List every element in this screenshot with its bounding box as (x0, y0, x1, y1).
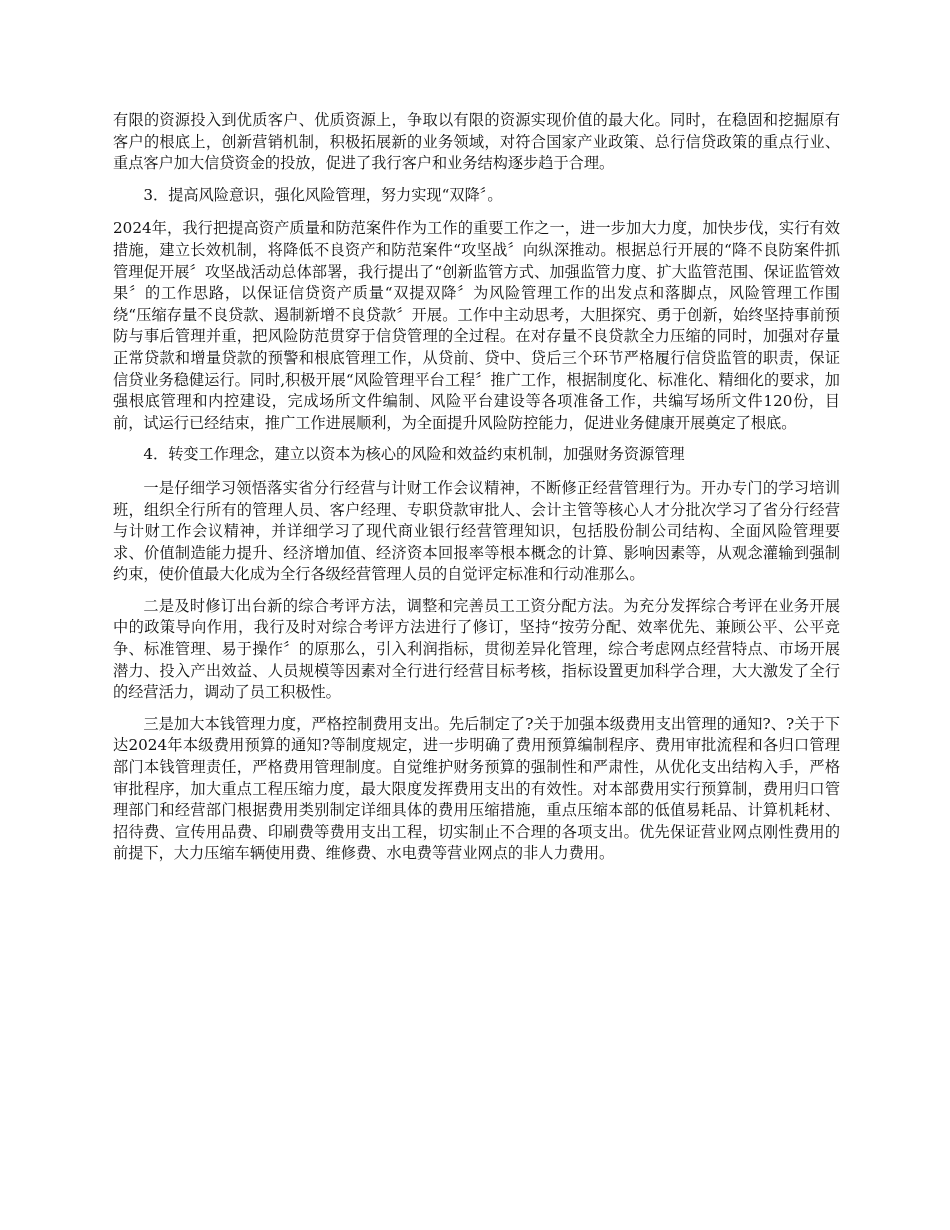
section-heading-risk-awareness: 3．提高风险意识，强化风险管理，努力实现“双降〞。 (143, 185, 503, 204)
paragraph-customer-structure: 有限的资源投入到优质客户、优质资源上，争取以有限的资源实现价值的最大化。同时，在稳固和挖掘原有客户的根底上，创新营销机制，积极拓展新的业务领域，对符合国家产业政策、总行信贷政策的重点行业、重点客户加大信贷资金的投放，促进了我行客户和业务结构逐步趋于合理。 (113, 111, 840, 173)
paragraph-assessment-method: 二是及时修订出台新的综合考评方法，调整和完善员工工资分配方法。为充分发挥综合考评在业务开展中的政策导向作用，我行及时对综合考评方法进行了修订，坚持“按劳分配、效率优先、兼顾公平、公平竞争、标准管理、易于操作〞的原那么，引入利润指标，贯彻差异化管理，综合考虑网点经营特点、市场开展潜力、投入产出效益、人员规模等因素对全行进行经营目标考核，指标设置更加科学合理，大大激发了全行的经营活力，调动了员工积极性。 (113, 596, 840, 702)
document-page (113, 110, 840, 875)
paragraph-risk-management: 2024年，我行把提高资产质量和防范案件作为工作的重要工作之一，进一步加大力度，加快步伐，实行有效措施，建立长效机制，将降低不良资产和防范案件“攻坚战〞向纵深推动。根据总行开展的“降不良防案件抓管理促开展〞攻坚战活动总体部署，我行提出了“创新监管方式、加强监管力度、扩大监管范围、保证监管效果〞的工作思路，以保证信贷资产质量“双提双降〞为风险管理工作的出发点和落脚点，风险管理工作围绕“压缩存量不良贷款、遏制新增不良贷款〞开展。工作中主动思考，大胆探究、勇于创新，始终坚持事前预防与事后管理并重，把风险防范贯穿于信贷管理的全过程。在对存量不良贷款全力压缩的同时，加强对存量正常贷款和增量贷款的预警和根底管理工作，从贷前、贷中、贷后三个环节严格履行信贷监管的职责，保证信贷业务稳健运行。同时,积极开展“风险管理平台工程〞推广工作，根据制度化、标准化、精细化的要求，加强根底管理和内控建设，完成场所文件编制、风险平台建设等各项准备工作，共编写场所文件120份，目前，试运行已经结束，推广工作进展顺利，为全面提升风险防控能力，促进业务健康开展奠定了根底。 (113, 219, 840, 432)
paragraph-study-meeting-spirit: 一是仔细学习领悟落实省分行经营与计财工作会议精神，不断修正经营管理行为。开办专门的学习培训班，组织全行所有的管理人员、客户经理、专职贷款审批人、会计主管等核心人才分批次学习了省分行经营与计财工作会议精神，并详细学习了现代商业银行经营管理知识，包括股份制公司结构、全面风险管理要求、价值制造能力提升、经济增加值、经济资本回报率等根本概念的计算、影响因素等，从观念灌输到强制约束，使价值最大化成为全行各级经营管理人员的自觉评定标准和行动准那么。 (113, 478, 840, 584)
paragraph-cost-management: 三是加大本钱管理力度，严格控制费用支出。先后制定了?关于加强本级费用支出管理的通知?、?关于下达2024年本级费用预算的通知?等制度规定，进一步明确了费用预算编制程序、费用审批流程和各归口管理部门本钱管理责任，严格费用管理制度。自觉维护财务预算的强制性和严肃性，从优化支出结构入手，严格审批程序，加大重点工程压缩力度，最大限度发挥费用支出的有效性。对本部费用实行预算制，费用归口管理部门和经营部门根据费用类别制定详细具体的费用压缩措施，重点压缩本部的低值易耗品、计算机耗材、招待费、宣传用品费、印刷费等费用支出工程，切实制止不合理的各项支出。优先保证营业网点刚性费用的前提下，大力压缩车辆使用费、维修费、水电费等营业网点的非人力费用。 (113, 714, 840, 863)
section-heading-capital-constraint: 4．转变工作理念，建立以资本为核心的风险和效益约束机制，加强财务资源管理 (143, 445, 685, 464)
